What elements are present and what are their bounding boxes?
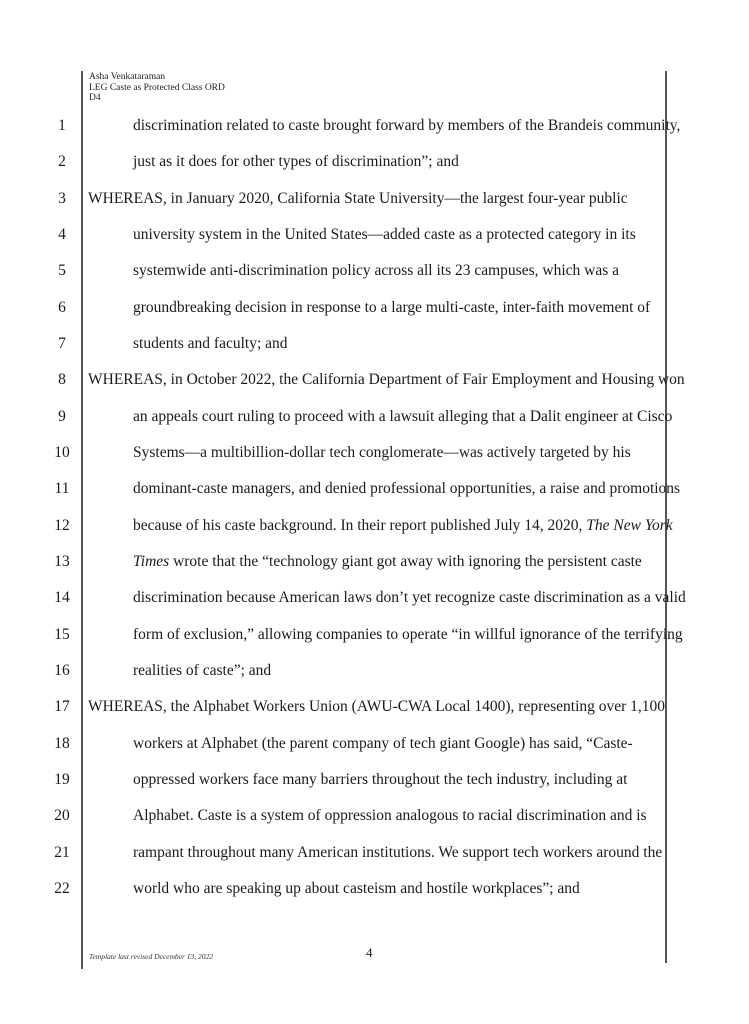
line-number: 1 <box>58 117 66 134</box>
document-line <box>133 879 580 899</box>
document-line <box>133 770 627 790</box>
line-number: 14 <box>54 589 70 606</box>
line-number: 15 <box>54 626 70 643</box>
line-text: Systems—a multibillion-dollar tech conglomerate—was actively targeted by his <box>133 444 631 461</box>
line-text: university system in the United States—added caste as a protected category in its <box>133 226 636 243</box>
line-number: 4 <box>58 226 66 243</box>
document-line <box>88 697 665 717</box>
document-line <box>133 734 633 754</box>
document-line <box>133 298 650 318</box>
line-number: 21 <box>54 844 70 861</box>
line-text: systemwide anti-discrimination policy across all its 23 campuses, which was a <box>133 262 619 279</box>
line-number: 17 <box>54 698 70 715</box>
document-line <box>133 443 631 463</box>
line-number: 8 <box>58 371 66 388</box>
document-line <box>133 516 673 536</box>
line-number: 20 <box>54 807 70 824</box>
line-text: an appeals court ruling to proceed with a lawsuit alleging that a Dalit engineer at Cisco <box>133 408 673 425</box>
document-line <box>133 806 647 826</box>
line-text: Alphabet. Caste is a system of oppression analogous to racial discrimination and is <box>133 807 647 824</box>
line-text: dominant-caste managers, and denied professional opportunities, a raise and promotions <box>133 480 681 497</box>
line-text: students and faculty; and <box>133 335 288 352</box>
line-number: 7 <box>58 335 66 352</box>
italic-text: The New York <box>586 517 673 534</box>
line-text: discrimination because American laws don’t yet recognize caste discrimination as a valid <box>133 589 686 606</box>
line-number: 19 <box>54 771 70 788</box>
template-revision-note: Template last revised December 13, 2022 <box>89 952 214 961</box>
document-line <box>88 189 628 209</box>
line-text: workers at Alphabet (the parent company of tech giant Google) has said, “Caste- <box>133 735 633 752</box>
line-number: 13 <box>54 553 70 570</box>
line-number: 2 <box>58 153 66 170</box>
page-number: 4 <box>366 945 373 960</box>
document-line <box>133 152 459 172</box>
document-line <box>133 661 271 681</box>
line-number: 3 <box>58 190 66 207</box>
document-line <box>133 625 683 645</box>
document-line <box>133 116 680 136</box>
document-header <box>89 72 225 104</box>
line-number: 10 <box>54 444 70 461</box>
line-text: form of exclusion,” allowing companies to operate “in willful ignorance of the terrifying <box>133 626 683 643</box>
line-text: just as it does for other types of discrimination”; and <box>133 153 459 170</box>
line-text: world who are speaking up about casteism and hostile workplaces”; and <box>133 880 580 897</box>
header-title: LEG Caste as Protected Class ORD <box>89 82 225 93</box>
line-number: 9 <box>58 408 66 425</box>
line-number: 6 <box>58 299 66 316</box>
line-text: discrimination related to caste brought forward by members of the Brandeis community, <box>133 117 681 134</box>
document-line <box>133 843 662 863</box>
line-text: oppressed workers face many barriers throughout the tech industry, including at <box>133 771 628 788</box>
document-line <box>133 479 680 499</box>
document-line <box>133 261 619 281</box>
line-number: 16 <box>54 662 70 679</box>
line-number: 12 <box>54 517 70 534</box>
header-author: Asha Venkataraman <box>89 72 166 82</box>
document-line <box>133 334 288 354</box>
line-text: rampant throughout many American institutions. We support tech workers around the <box>133 844 663 861</box>
header-version: D4 <box>89 93 101 103</box>
line-text: WHEREAS, in October 2022, the California Department of Fair Employment and Housing won <box>88 371 685 388</box>
line-number: 18 <box>54 735 70 752</box>
document-line <box>88 370 685 390</box>
line-text: WHEREAS, the Alphabet Workers Union (AWU-CWA Local 1400), representing over 1,100 <box>88 698 666 715</box>
line-number: 5 <box>58 262 66 279</box>
line-number: 11 <box>54 480 70 497</box>
line-text: wrote that the “technology giant got away with ignoring the persistent caste <box>169 553 642 570</box>
line-number: 22 <box>54 880 70 897</box>
line-text: because of his caste background. In their report published July 14, 2020, <box>133 517 587 534</box>
line-text: WHEREAS, in January 2020, California State University—the largest four-year public <box>88 190 628 207</box>
document-line <box>133 225 636 245</box>
italic-text: Times <box>133 553 170 570</box>
line-text: realities of caste”; and <box>133 662 272 679</box>
document-line <box>133 552 642 572</box>
document-line <box>133 588 686 608</box>
document-line <box>133 407 672 427</box>
line-text: groundbreaking decision in response to a large multi-caste, inter-faith movement of <box>133 299 651 316</box>
